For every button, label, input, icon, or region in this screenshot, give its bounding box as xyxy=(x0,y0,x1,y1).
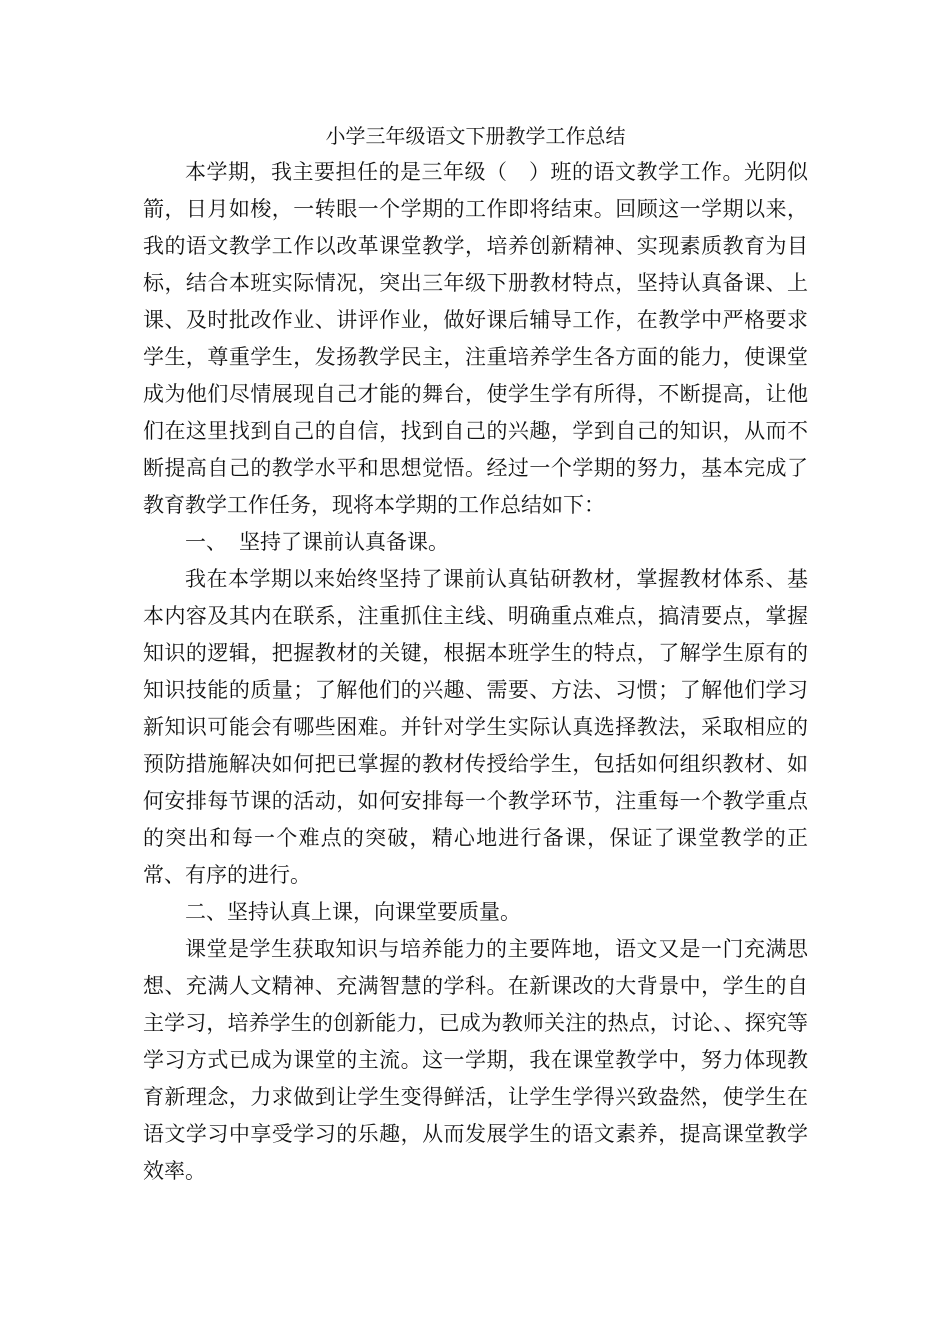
section-2-heading: 二、坚持认真上课，向课堂要质量。 xyxy=(185,900,521,924)
intro-paragraph: 本学期，我主要担任的是三年级（ ）班的语文教学工作。光阴似箭，日月如梭，一转眼一个学期的工作即将结束。回顾这一学期以来，我的语文教学工作以改革课堂教学，培养创新精神、实现素质教育为目标，结合本班实际情况，突出三年级下册教材特点，坚持认真备课、上课、及时批改作业、讲评作业，做好课后辅导工作，在教学中严格要求学生，尊重学生，发扬教学民主，注重培养学生各方面的能力，使课堂成为他们尽情展现自己才能的舞台，使学生学有所得，不断提高，让他们在这里找到自己的自信，找到自己的兴趣，学到自己的知识，从而不断提高自己的教学水平和思想觉悟。经过一个学期的努力，基本完成了教育教学工作任务，现将本学期的工作总结如下： xyxy=(143,160,808,517)
section-2-paragraph: 课堂是学生获取知识与培养能力的主要阵地，语文又是一门充满思想、充满人文精神、充满智慧的学科。在新课改的大背景中，学生的自主学习，培养学生的创新能力，已成为教师关注的热点，讨论、、探究等学习方式已成为课堂的主流。这一学期，我在课堂教学中，努力体现教育新理念，力求做到让学生变得鲜活，让学生学得兴致盎然，使学生在语文学习中享受学习的乐趣，从而发展学生的语文素养，提高课堂教学效率。 xyxy=(143,937,808,1183)
section-1-heading xyxy=(143,524,808,561)
document-body xyxy=(143,120,808,1190)
section-1-number: 一、 xyxy=(185,530,227,554)
document-title: 小学三年级语文下册教学工作总结 xyxy=(325,124,626,148)
section-1-paragraph: 我在本学期以来始终坚持了课前认真钻研教材，掌握教材体系、基本内容及其内在联系，注重抓住主线、明确重点难点，搞清要点，掌握知识的逻辑，把握教材的关键，根据本班学生的特点，了解学生原有的知识技能的质量；了解他们的兴趣、需要、方法、习惯；了解他们学习新知识可能会有哪些困难。并针对学生实际认真选择教法，采取相应的预防措施解决如何把已掌握的教材传授给学生，包括如何组织教材、如何安排每节课的活动，如何安排每一个教学环节，注重每一个教学重点的突出和每一个难点的突破，精心地进行备课，保证了课堂教学的正常、有序的进行。 xyxy=(143,567,808,887)
section-1-heading-text: 坚持了课前认真备课。 xyxy=(239,530,449,554)
